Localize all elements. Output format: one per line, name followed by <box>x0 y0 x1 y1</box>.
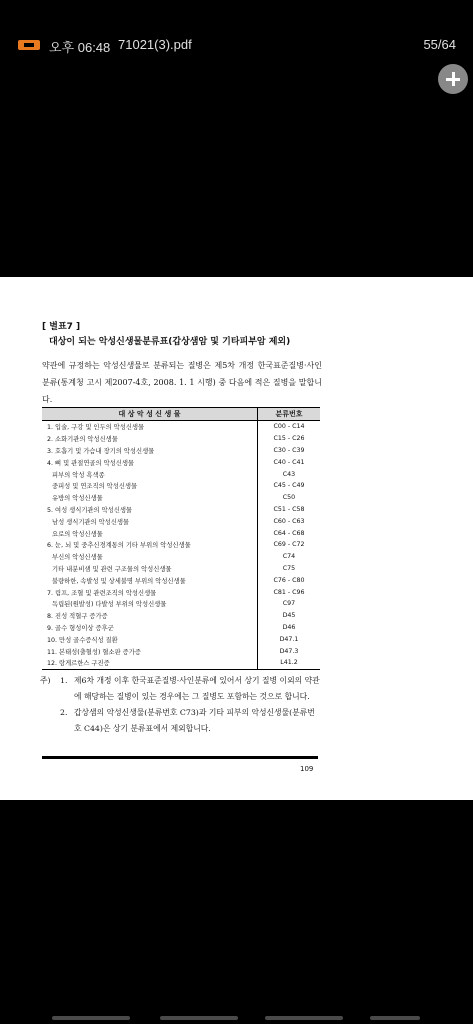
page-indicator: 55/64 <box>423 37 456 52</box>
row-code: C00 - C14 <box>258 421 321 433</box>
row-code: D47.1 <box>258 633 321 645</box>
table-row <box>42 645 320 657</box>
row-name: 8. 진성 적혈구 증가증 <box>47 613 108 621</box>
table-row <box>42 504 320 516</box>
row-code: C45 - C49 <box>258 480 321 492</box>
row-name: 부신의 악성신생물 <box>52 554 103 562</box>
row-code: C50 <box>258 492 321 504</box>
row-name: 4. 뼈 및 관절연골의 악성신생물 <box>47 459 135 467</box>
row-code: C15 - C26 <box>258 433 321 445</box>
table-row <box>42 563 320 575</box>
row-code: D47.3 <box>258 645 321 657</box>
note-item <box>40 705 322 737</box>
top-status-bar <box>0 0 473 90</box>
row-name: 요로의 악성신생물 <box>52 530 103 538</box>
notes-label: 주) <box>40 676 51 685</box>
row-name: 10. 만성 골수증식성 질환 <box>47 636 118 644</box>
zoom-in-button[interactable] <box>438 64 468 94</box>
table-row <box>42 622 320 634</box>
nav-indicator <box>52 1016 130 1020</box>
row-code: C43 <box>258 468 321 480</box>
note-number: 1. <box>60 676 68 685</box>
nav-indicator <box>265 1016 343 1020</box>
battery-saver-icon <box>18 40 40 50</box>
row-code: C51 - C58 <box>258 504 321 516</box>
note-item <box>40 673 322 705</box>
table-row <box>42 433 320 445</box>
nav-indicator <box>370 1016 420 1020</box>
row-code: C97 <box>258 598 321 610</box>
row-name: 12. 랑게르한스 구진증 <box>42 657 258 669</box>
table-row <box>42 586 320 598</box>
clock-time: 오후 06:48 <box>49 40 111 55</box>
row-name: 3. 호흡기 및 가슴내 장기의 악성신생물 <box>47 447 155 455</box>
table-row <box>42 456 320 468</box>
nav-indicator <box>160 1016 238 1020</box>
row-name: 기타 내분비샘 및 관련 구조물의 악성신생물 <box>52 565 172 573</box>
row-code: C40 - C41 <box>258 456 321 468</box>
row-name: 11. 본태성(출혈성) 혈소판 증가증 <box>47 648 141 656</box>
gesture-nav-bar <box>0 1012 473 1024</box>
table-row <box>42 551 320 563</box>
row-name: 5. 여성 생식기관의 악성신생물 <box>47 506 133 514</box>
row-code: C64 - C68 <box>258 527 321 539</box>
table-title: 대상이 되는 악성신생물분류표(갑상샘암 및 기타피부암 제외) <box>49 337 291 347</box>
row-name: 독립된(원발성) 다발성 부위의 악성신생물 <box>52 601 167 609</box>
notes-section <box>40 673 322 737</box>
row-name: 2. 소화기관의 악성신생물 <box>47 436 118 444</box>
row-code: D45 <box>258 610 321 622</box>
row-code: C30 - C39 <box>258 445 321 457</box>
row-name: 불량하한, 속발성 및 상세불명 부위의 악성신생물 <box>52 577 186 585</box>
row-code: C69 - C72 <box>258 539 321 551</box>
table-row <box>42 633 320 645</box>
row-code: D46 <box>258 622 321 634</box>
note-text: 갑상샘의 악성신생물(분류번호 C73)과 기타 피부의 악성신생물(분류번호 C44)은 상기 분류표에서 제외합니다. <box>74 708 315 733</box>
table-row <box>42 610 320 622</box>
row-name: 7. 림프, 조혈 및 관련조직의 악성신생물 <box>47 589 157 597</box>
table-header-code: 분류번호 <box>258 408 321 421</box>
row-code: C75 <box>258 563 321 575</box>
neoplasm-table <box>42 407 320 670</box>
row-name: 1. 입술, 구강 및 인두의 악성신생물 <box>47 424 145 432</box>
row-code: C81 - C96 <box>258 586 321 598</box>
table-row <box>42 574 320 586</box>
table-header-name: 대 상 악 성 신 생 물 <box>42 408 258 421</box>
intro-paragraph: 약관에 규정하는 악성신생물로 분류되는 질병은 제5차 개정 한국표준질병·사인분류(통계청 고시 제2007-4호, 2008. 1. 1 시행) 중 다음에 적은 질병을 말합니다. <box>42 361 322 404</box>
table-row <box>42 421 320 433</box>
page-divider <box>42 756 318 759</box>
row-name: 중피성 및 연조직의 악성신생물 <box>52 483 138 491</box>
note-text: 제6차 개정 이후 한국표준질병·사인분류에 있어서 상기 질병 이외의 약관에 해당하는 질병이 있는 경우에는 그 질병도 포함하는 것으로 합니다. <box>74 676 320 701</box>
table-row <box>42 598 320 610</box>
annex-title: [ 별표7 ] <box>42 322 81 332</box>
row-name: 6. 눈, 뇌 및 중추신경계통의 기타 부위의 악성신생물 <box>47 542 191 550</box>
row-code: C76 - C80 <box>258 574 321 586</box>
table-row <box>42 468 320 480</box>
table-row <box>42 480 320 492</box>
table-row <box>42 492 320 504</box>
row-name: 남성 생식기관의 악성신생물 <box>52 518 129 526</box>
row-name: 유방의 악성신생물 <box>52 495 103 503</box>
row-name: 피부의 악성 흑색종 <box>52 471 105 479</box>
table-row <box>42 657 320 669</box>
file-name: 71021(3).pdf <box>118 37 192 52</box>
row-code: L41.2 <box>258 657 321 669</box>
table-row <box>42 539 320 551</box>
page-number: 109 <box>300 765 314 773</box>
row-code: C74 <box>258 551 321 563</box>
note-number: 2. <box>60 708 68 717</box>
table-row <box>42 515 320 527</box>
pdf-page[interactable] <box>0 277 473 800</box>
row-name: 9. 골수 형성이상 증후군 <box>47 624 114 632</box>
table-row <box>42 527 320 539</box>
table-row <box>42 445 320 457</box>
row-code: C60 - C63 <box>258 515 321 527</box>
